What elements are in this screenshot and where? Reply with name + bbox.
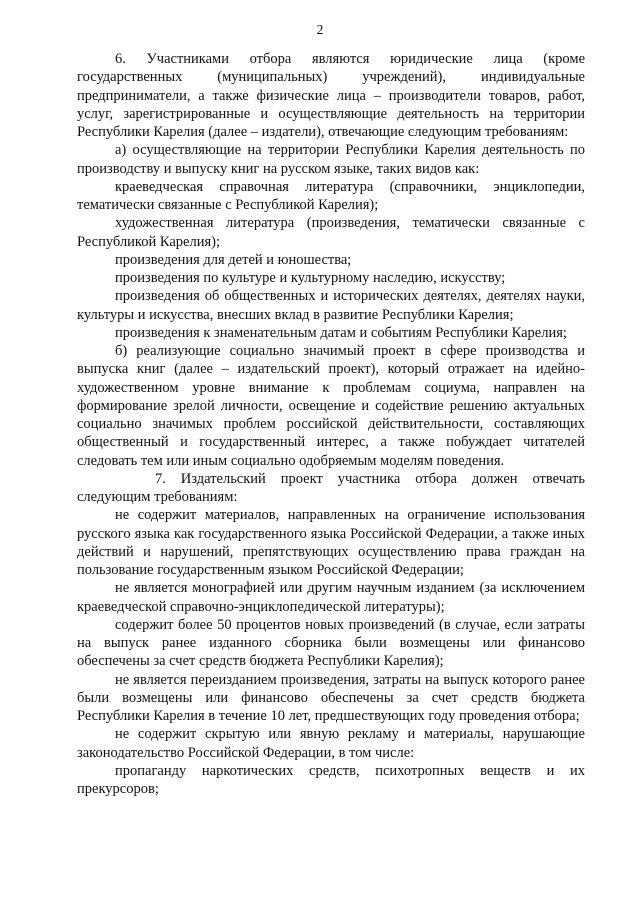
paragraph-list-item: художественная литература (произведения, тематически связанные с Республикой Карелия); (77, 215, 585, 250)
paragraph-list-item: не является монографией или другим научным изданием (за исключением краеведческой справочно-энциклопедической литературы); (77, 580, 585, 615)
paragraph-list-item: пропаганду наркотических средств, психотропных веществ и их прекурсоров; (77, 762, 585, 797)
paragraph-list-item: краеведческая справочная литература (справочники, энциклопедии, тематически связанные с Республикой Карелия); (77, 178, 585, 213)
paragraph-list-item: произведения для детей и юношества; (115, 251, 352, 268)
paragraph-list-item: содержит более 50 процентов новых произведений (в случае, если затраты на выпуск ранее изданного сборника были возмещены или финансово обеспечены за счет средств бюджета Республики Карелия); (77, 616, 585, 670)
page-number: 2 (316, 22, 324, 37)
paragraph-list-item: не содержит материалов, направленных на ограничение использования русского языка как государственного языка Российской Федерации, а также иных действий и нарушений, препятствующих осуществлению права граждан на пользование государственным языком Российской Федерации; (77, 507, 585, 578)
paragraph-list-item: не является переизданием произведения, затраты на выпуск которого ранее были возмещены или финансово обеспечены за счет средств бюджета Республики Карелия в течение 10 лет, предшествующих году проведения отбора; (77, 671, 585, 724)
paragraph-subitem-b: б) реализующие социально значимый проект в сфере производства и выпуска книг (далее – издательский проект), который отражает на идейно-художественном уровне внимание к проблемам социума, направлен на формирование зрелой личности, освещение и содействие решению актуальных социально значимых проблем российской действительности, составляющих общественный и государственный интерес, а также побуждает читателей следовать тем или иным социально одобряемым моделям поведения. (77, 343, 585, 469)
paragraph-list-item: произведения по культуре и культурному наследию, искусству; (115, 270, 506, 286)
document-body (77, 50, 585, 798)
paragraph-list-item: произведения к знаменательным датам и событиям Республики Карелия; (115, 324, 567, 341)
paragraph-subitem-a: а) осуществляющие на территории Республики Карелия деятельность по производству и выпуску книг на русском языке, таких видов как: (77, 142, 585, 177)
paragraph-list-item: произведения об общественных и исторических деятелях, деятелях науки, культуры и искусства, внесших вклад в развитие Республики Карелия; (77, 288, 585, 323)
paragraph-item-6: 6. Участниками отбора являются юридические лица (кроме государственных (муниципальных) учреждений), индивидуальные предприниматели, а также физические лица – производители товаров, работ, услуг, зарегистрированные и осуществляющие деятельность на территории Республики Карелия (далее – издатели), отвечающие следующим требованиям: (77, 51, 585, 140)
paragraph-list-item: не содержит скрытую или явную рекламу и материалы, нарушающие законодательство Российской Федерации, в том числе: (77, 726, 585, 761)
paragraph-item-7: 7. Издательский проект участника отбора должен отвечать следующим требованиям: (77, 470, 585, 505)
